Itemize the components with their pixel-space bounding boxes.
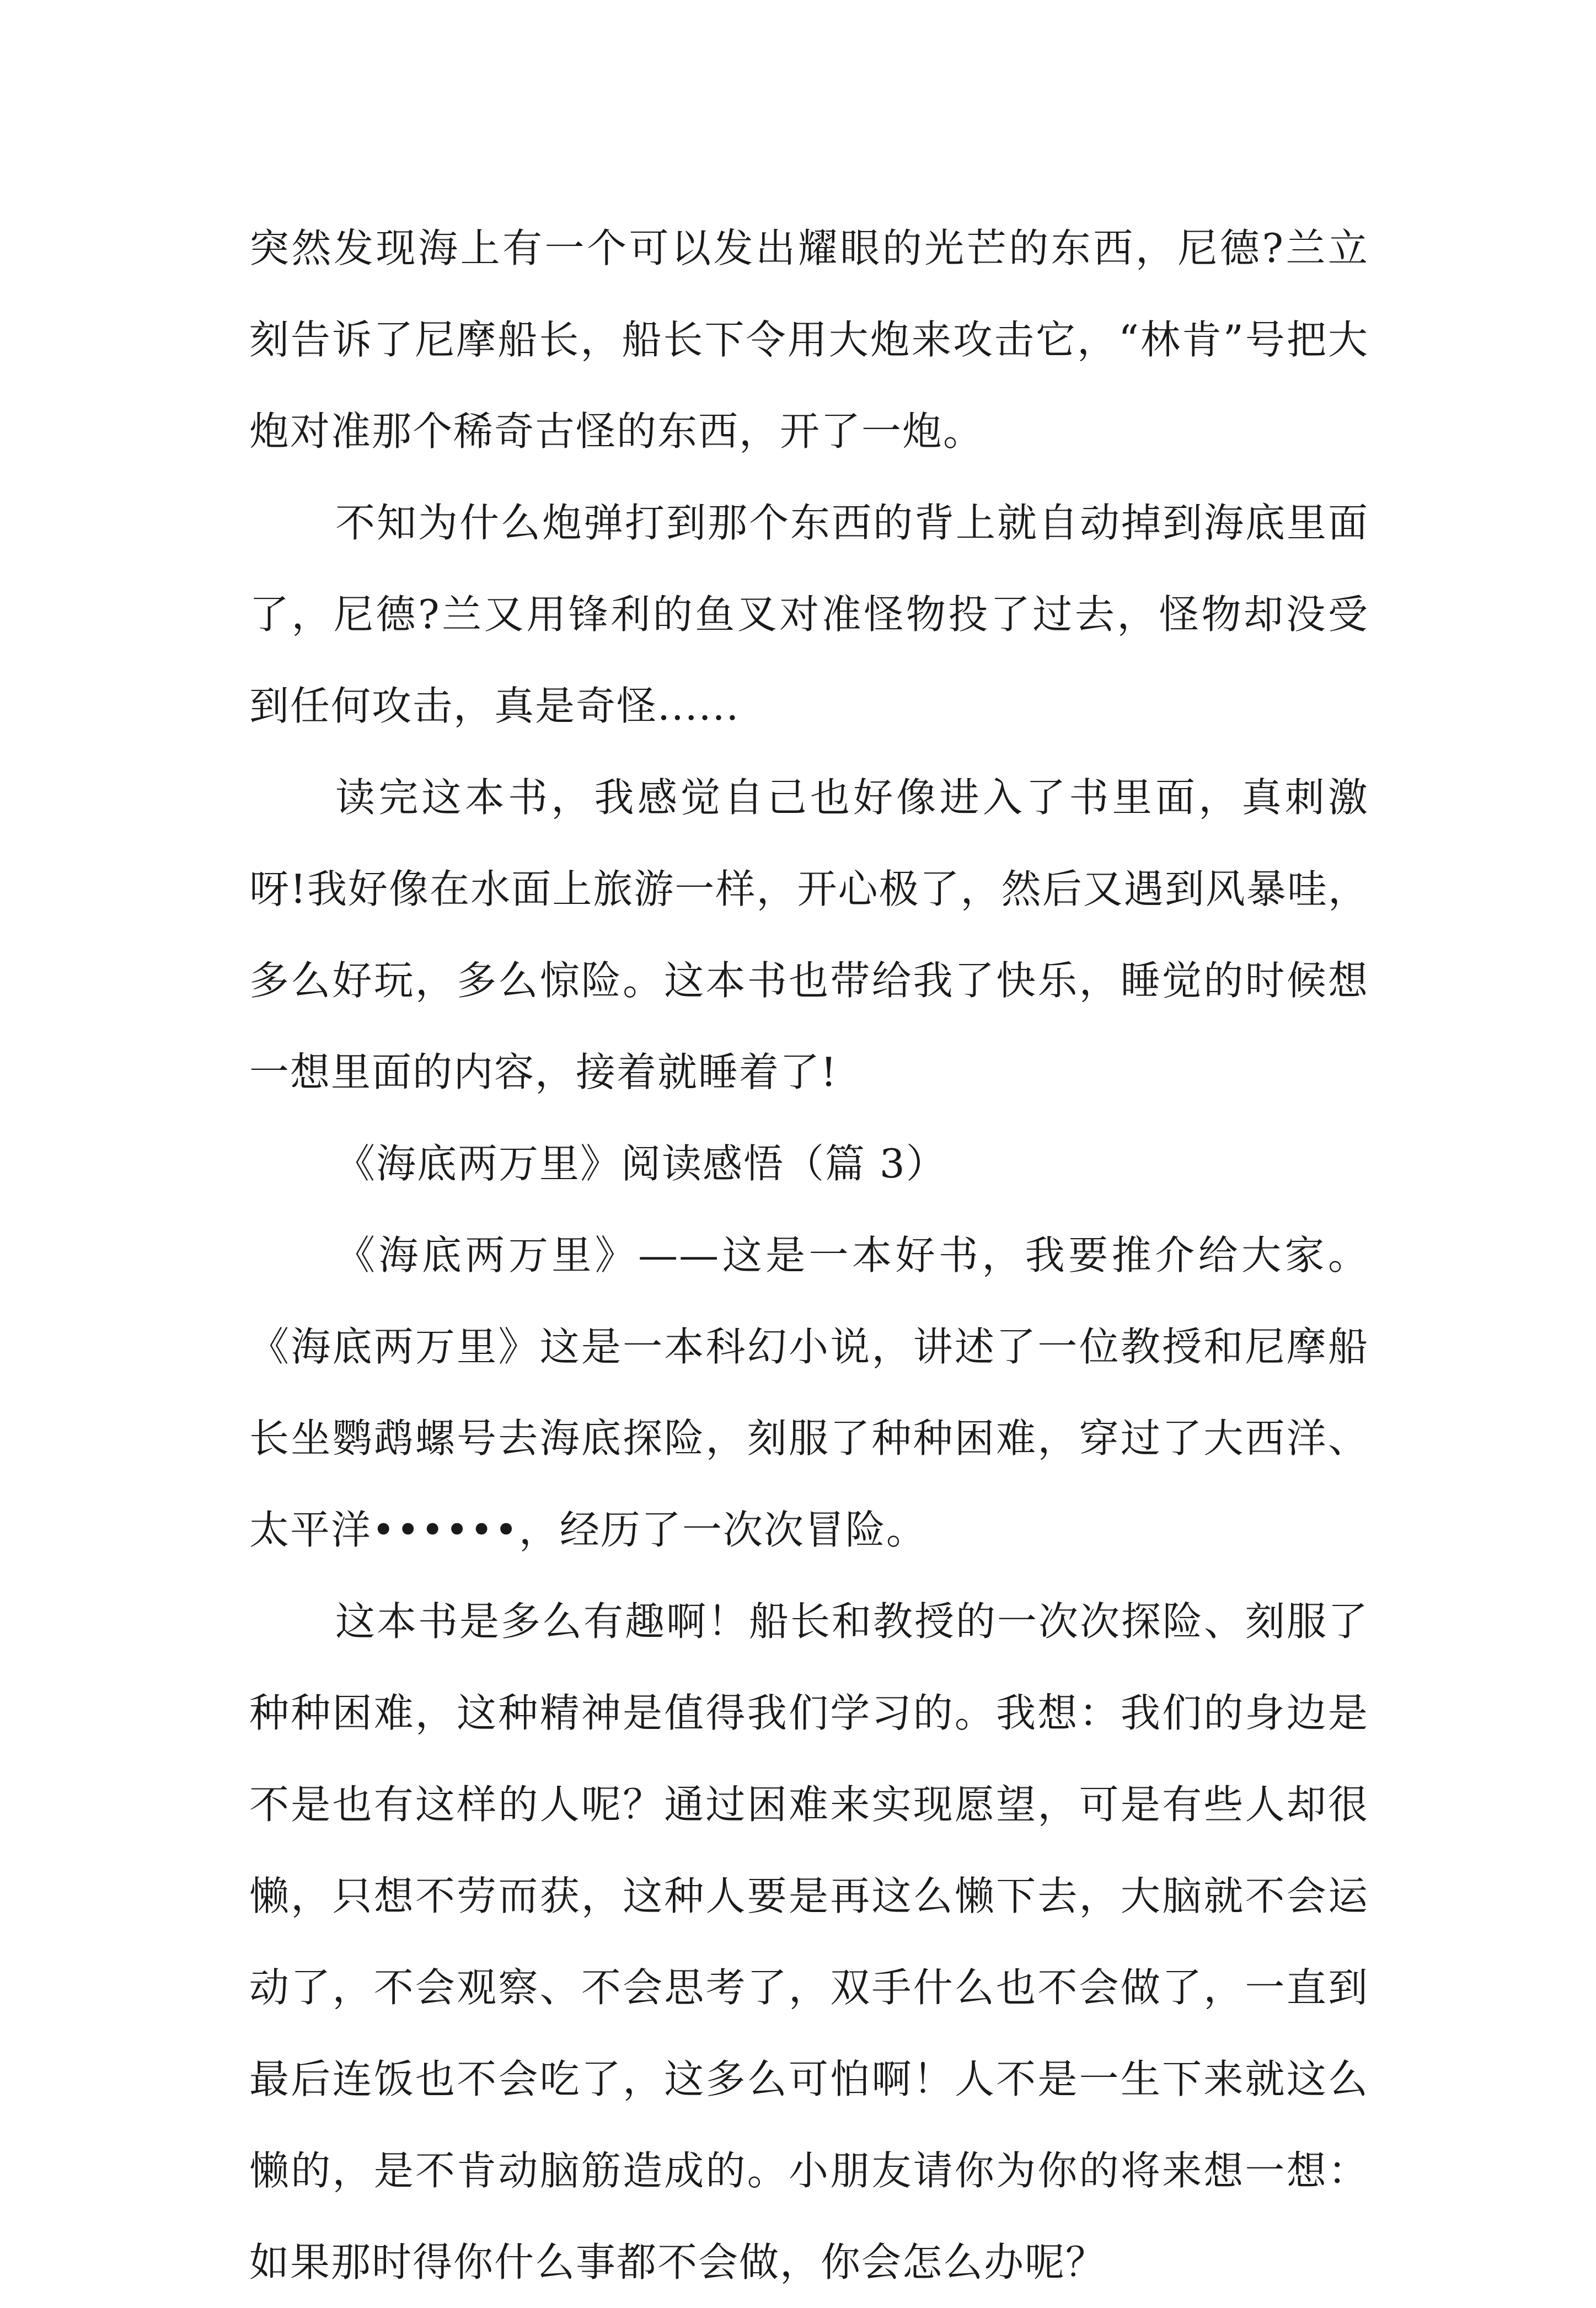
paragraph: 《海底两万里》——这是一本好书，我要推介给大家。《海底两万里》这是一本科幻小说，讲述了一位教授和尼摩船长坐鹦鹉螺号去海底探险，刻服了种种困难，穿过了大西洋、太平洋••••••，经历了一次次冒险。 — [249, 1232, 1369, 1553]
paragraph-continuation: 突然发现海上有一个可以发出耀眼的光芒的东西，尼德?兰立刻告诉了尼摩船长，船长下令用大炮来攻击它，“林肯”号把大炮对准那个稀奇古怪的东西，开了一炮。 — [249, 225, 1369, 454]
document-body — [249, 202, 1369, 2308]
paragraph: 读完这本书，我感觉自己也好像进入了书里面，真刺激呀!我好像在水面上旅游一样，开心极了，然后又遇到风暴哇，多么好玩，多么惊险。这本书也带给我了快乐，睡觉的时候想一想里面的内容，接着就睡着了! — [249, 774, 1369, 1095]
section-heading: 《海底两万里》阅读感悟（篇 3） — [335, 1140, 947, 1187]
paragraph: 这本书是多么有趣啊！船长和教授的一次次探险、刻服了种种困难，这种精神是值得我们学习的。我想：我们的身边是不是也有这样的人呢？通过困难来实现愿望，可是有些人却很懒，只想不劳而获，这种人要是再这么懒下去，大脑就不会运动了，不会观察、不会思考了，双手什么也不会做了，一直到最后连饭也不会吃了，这多么可怕啊！人不是一生下来就这么懒的，是不肯动脑筋造成的。小朋友请你为你的将来想一想：如果那时得你什么事都不会做，你会怎么办呢？ — [249, 1598, 1369, 2285]
paragraph: 不知为什么炮弹打到那个东西的背上就自动掉到海底里面了，尼德?兰又用锋利的鱼叉对准怪物投了过去，怪物却没受到任何攻击，真是奇怪...... — [249, 500, 1369, 729]
